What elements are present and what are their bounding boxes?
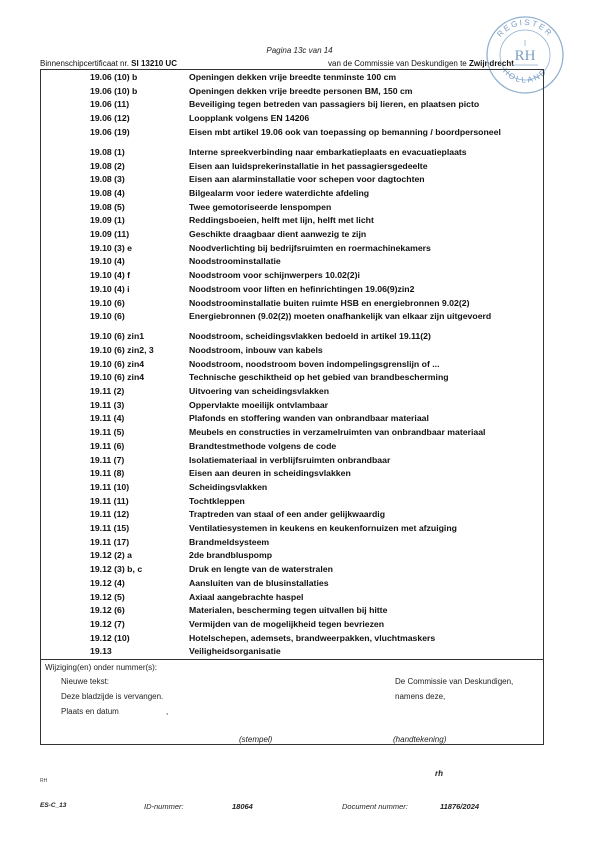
article-cell: 19.12 (5): [90, 591, 125, 602]
description-cell: Tochtkleppen: [189, 495, 245, 506]
article-cell: 19.10 (6) zin4: [90, 372, 145, 383]
svg-text:REGISTER: [495, 18, 554, 39]
article-cell: 19.06 (19): [90, 126, 130, 137]
article-cell: 19.12 (6): [90, 605, 125, 616]
certificate-number: SI 13210 UC: [131, 59, 177, 68]
stamp-label: (stempel): [239, 735, 273, 744]
description-cell: Druk en lengte van de waterstralen: [189, 564, 333, 575]
article-cell: 19.06 (10) b: [90, 72, 138, 82]
article-cell: 19.11 (3): [90, 399, 125, 410]
description-cell: 2de brandbluspomp: [189, 550, 273, 561]
replaced-label: Deze bladzijde is vervangen.: [61, 692, 164, 701]
doc-value: 11876/2024: [440, 802, 480, 811]
description-cell: Materialen, bescherming tegen uitvallen bij hitte: [189, 605, 388, 616]
description-cell: Geschikte draagbaar dient aanwezig te zijn: [189, 229, 367, 239]
description-cell: Eisen aan luidsprekerinstallatie in het passagiersgedeelte: [189, 160, 428, 171]
description-cell: Aansluiten van de blusinstallaties: [189, 577, 329, 588]
article-cell: 19.11 (11): [90, 495, 129, 506]
id-value: 18064: [232, 802, 253, 811]
description-cell: Brandtestmethode volgens de code: [189, 440, 337, 451]
description-cell: Ventilatiesystemen in keukens en keukenfornuizen met afzuiging: [189, 523, 457, 533]
description-cell: Noodstroom, scheidingsvlakken bedoeld in artikel 19.11(2): [189, 331, 431, 342]
on-behalf-label: namens deze,: [395, 692, 446, 701]
signature-label: (handtekening): [393, 735, 447, 744]
article-cell: 19.12 (3) b, c: [90, 564, 143, 575]
description-cell: Reddingsboeien, helft met lijn, helft met licht: [189, 215, 374, 226]
footer-box: [40, 660, 544, 745]
description-cell: Energiebronnen (9.02(2)) moeten onafhankelijk van elkaar zijn uitgevoerd: [189, 311, 492, 322]
initials-right: rh: [435, 769, 443, 778]
seal-top-text: REGISTER: [495, 17, 555, 39]
article-cell: 19.06 (12): [90, 113, 130, 124]
initials-left: RH: [40, 778, 48, 784]
requirements-table: [40, 69, 544, 660]
article-cell: 19.11 (5): [90, 427, 125, 438]
description-cell: Uitvoering van scheidingsvlakken: [189, 386, 330, 396]
article-cell: 19.09 (11): [90, 229, 130, 239]
certificate-label-text: Binnenschipcertificaat nr.: [40, 59, 129, 68]
article-cell: 19.11 (8): [90, 468, 125, 479]
article-cell: 19.06 (10) b: [90, 85, 138, 96]
id-label: ID-nummer:: [144, 802, 184, 811]
article-cell: 19.09 (1): [90, 215, 125, 226]
description-cell: Brandmeldsysteem: [189, 536, 270, 547]
description-cell: Meubels en constructies in verzamelruimten van onbrandbaar materiaal: [189, 427, 486, 438]
place-date-comma: ,: [166, 707, 169, 716]
article-cell: 19.10 (4) i: [90, 283, 130, 294]
description-cell: Eisen aan alarminstallatie voor schepen voor dagtochten: [189, 174, 425, 185]
description-cell: Interne spreekverbinding naar embarkatieplaats en evacuatieplaats: [189, 146, 467, 157]
seal-center-text: RH: [514, 48, 536, 64]
article-cell: 19.12 (10): [90, 632, 130, 643]
form-code: ES-C_13: [40, 802, 67, 809]
commission-prefix: van de Commissie van Deskundigen te: [328, 59, 467, 68]
article-cell: 19.12 (4): [90, 577, 125, 588]
article-cell: 19.10 (6) zin2, 3: [90, 344, 154, 355]
description-cell: Isolatiemateriaal in verblijfsruimten onbrandbaar: [189, 454, 391, 465]
description-cell: Veiligheidsorganisatie: [189, 646, 281, 657]
article-cell: 19.10 (6): [90, 297, 125, 308]
article-cell: 19.11 (12): [90, 509, 130, 520]
description-cell: Noodstroom voor schijnwerpers 10.02(2)i: [189, 270, 360, 281]
article-cell: 19.06 (11): [90, 99, 130, 110]
changes-label: Wijziging(en) onder nummer(s):: [45, 663, 158, 672]
article-cell: 19.10 (4): [90, 256, 125, 267]
article-cell: 19.08 (2): [90, 160, 125, 171]
commission-city: Zwijndrecht: [468, 59, 514, 68]
article-cell: 19.12 (2) a: [90, 550, 133, 561]
description-cell: Loopplank volgens EN 14206: [189, 113, 310, 124]
doc-label: Document nummer:: [342, 802, 408, 811]
description-cell: Twee gemotoriseerde lenspompen: [189, 201, 332, 212]
seal-bottom-text: HOLLAND: [500, 66, 550, 85]
article-cell: 19.12 (7): [90, 618, 125, 629]
description-cell: Vermijden van de mogelijkheid tegen bevriezen: [189, 618, 385, 629]
description-cell: Plafonds en stoffering wanden van onbrandbaar materiaal: [189, 413, 429, 424]
certificate-label: [40, 59, 177, 68]
article-cell: 19.13: [90, 646, 112, 657]
description-cell: Oppervlakte moeilijk ontvlambaar: [189, 399, 329, 410]
article-cell: 19.10 (3) e: [90, 242, 133, 253]
place-date-label: Plaats en datum: [61, 707, 119, 716]
article-cell: 19.10 (6) zin4: [90, 358, 145, 369]
description-cell: Noodstroominstallatie: [189, 256, 281, 267]
commission-signoff: De Commissie van Deskundigen,: [395, 677, 514, 686]
article-cell: 19.11 (4): [90, 413, 125, 424]
new-text-label: Nieuwe tekst:: [61, 677, 110, 686]
page-number: Pagina 13c van 14: [266, 46, 333, 55]
description-cell: Openingen dekken vrije breedte personen BM, 150 cm: [189, 85, 413, 96]
article-cell: 19.11 (6): [90, 440, 125, 451]
article-cell: 19.11 (10): [90, 481, 130, 492]
article-cell: 19.08 (5): [90, 201, 125, 212]
description-cell: Technische geschiktheid op het gebied van brandbescherming: [189, 372, 449, 383]
description-cell: Scheidingsvlakken: [189, 481, 268, 492]
article-cell: 19.10 (6): [90, 311, 125, 322]
description-cell: Noodverlichting bij bedrijfsruimten en roermachinekamers: [189, 242, 431, 253]
description-cell: Eisen mbt artikel 19.06 ook van toepassing op bemanning / boordpersoneel: [189, 126, 501, 137]
article-cell: 19.08 (3): [90, 174, 125, 185]
description-cell: Noodstroom, inbouw van kabels: [189, 344, 323, 355]
description-cell: Eisen aan deuren in scheidingsvlakken: [189, 468, 351, 479]
article-cell: 19.08 (1): [90, 146, 125, 157]
description-cell: Beveiliging tegen betreden van passagiers bij lieren, en plaatsen picto: [189, 99, 480, 110]
description-cell: Axiaal aangebrachte haspel: [189, 591, 304, 602]
description-cell: Noodstroom voor liften en hefinrichtingen 19.06(9)zin2: [189, 283, 415, 294]
article-cell: 19.11 (7): [90, 454, 125, 465]
article-cell: 19.10 (6) zin1: [90, 331, 145, 342]
description-cell: Openingen dekken vrije breedte tenminste 100 cm: [189, 72, 397, 82]
description-cell: Hotelschepen, ademsets, brandweerpakken, vluchtmaskers: [189, 632, 436, 643]
description-cell: Noodstroominstallatie buiten ruimte HSB en energiebronnen 9.02(2): [189, 297, 470, 308]
description-cell: Traptreden van staal of een ander gelijkwaardig: [189, 509, 386, 520]
article-cell: 19.11 (15): [90, 523, 130, 533]
article-cell: 19.11 (2): [90, 386, 125, 396]
description-cell: Noodstroom, noodstroom boven indompelingsgrenslijn of ...: [189, 358, 440, 369]
article-cell: 19.11 (17): [90, 536, 130, 547]
article-cell: 19.08 (4): [90, 187, 125, 198]
article-cell: 19.10 (4) f: [90, 270, 131, 281]
description-cell: Bilgealarm voor iedere waterdichte afdeling: [189, 187, 370, 198]
